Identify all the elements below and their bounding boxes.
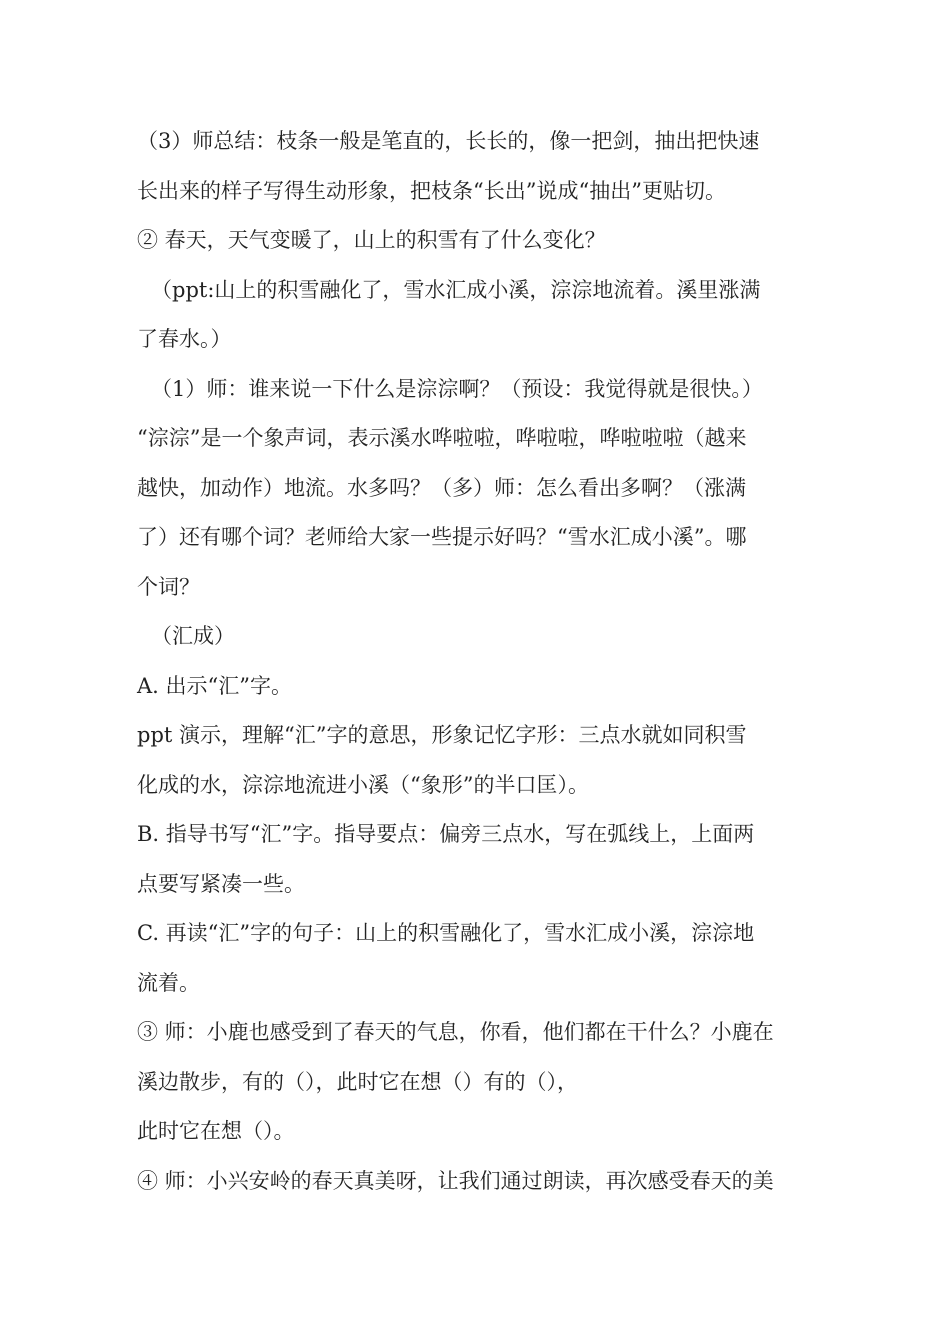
- text-line: 此时它在想（）。: [137, 1119, 295, 1143]
- text-line: 了春水。）: [137, 327, 232, 351]
- text-line: C. 再读“汇”字的句子：山上的积雪融化了，雪水汇成小溪，淙淙地: [137, 921, 755, 945]
- text-line: 流着。: [137, 970, 200, 995]
- text-line: 长出来的样子写得生动形象，把枝条“长出”说成“抽出”更贴切。: [137, 178, 726, 203]
- text-line: （ppt:山上的积雪融化了，雪水汇成小溪，淙淙地流着。溪里涨满: [151, 277, 761, 302]
- text-line: “淙淙”是一个象声词，表示溪水哗啦啦，哗啦啦，哗啦啦啦（越来: [137, 426, 747, 450]
- text-line: ③ 师：小鹿也感受到了春天的气息，你看，他们都在干什么？小鹿在: [137, 1020, 774, 1044]
- document-body: [137, 117, 827, 1206]
- text-line: ppt 演示，理解“汇”字的意思，形象记忆字形：三点水就如同积雪: [137, 723, 747, 747]
- text-line: 化成的水，淙淙地流进小溪（“象形”的半口匡）。: [137, 772, 589, 797]
- text-line: ② 春天，天气变暖了，山上的积雪有了什么变化？: [137, 228, 606, 252]
- text-line: 点要写紧凑一些。: [137, 871, 305, 896]
- text-line: （汇成）: [151, 624, 235, 648]
- text-line: 了）还有哪个词？老师给大家一些提示好吗？“雪水汇成小溪”。哪: [137, 525, 747, 549]
- text-line: A. 出示“汇”字。: [137, 673, 292, 698]
- text-line: B. 指导书写“汇”字。指导要点：偏旁三点水，写在弧线上，上面两: [137, 822, 755, 846]
- text-line: （1）师：谁来说一下什么是淙淙啊？（预设：我觉得就是很快。）: [151, 376, 763, 401]
- text-line: 溪边散步，有的（），此时它在想（）有的（），: [137, 1069, 578, 1094]
- text-line: ④ 师：小兴安岭的春天真美呀，让我们通过朗读，再次感受春天的美: [137, 1168, 774, 1193]
- text-line: 越快，加动作）地流。水多吗？（多）师：怎么看出多啊？（涨满: [137, 475, 746, 500]
- text-line: 个词？: [137, 574, 200, 599]
- text-line: （3）师总结：枝条一般是笔直的，长长的，像一把剑，抽出把快速: [137, 129, 760, 153]
